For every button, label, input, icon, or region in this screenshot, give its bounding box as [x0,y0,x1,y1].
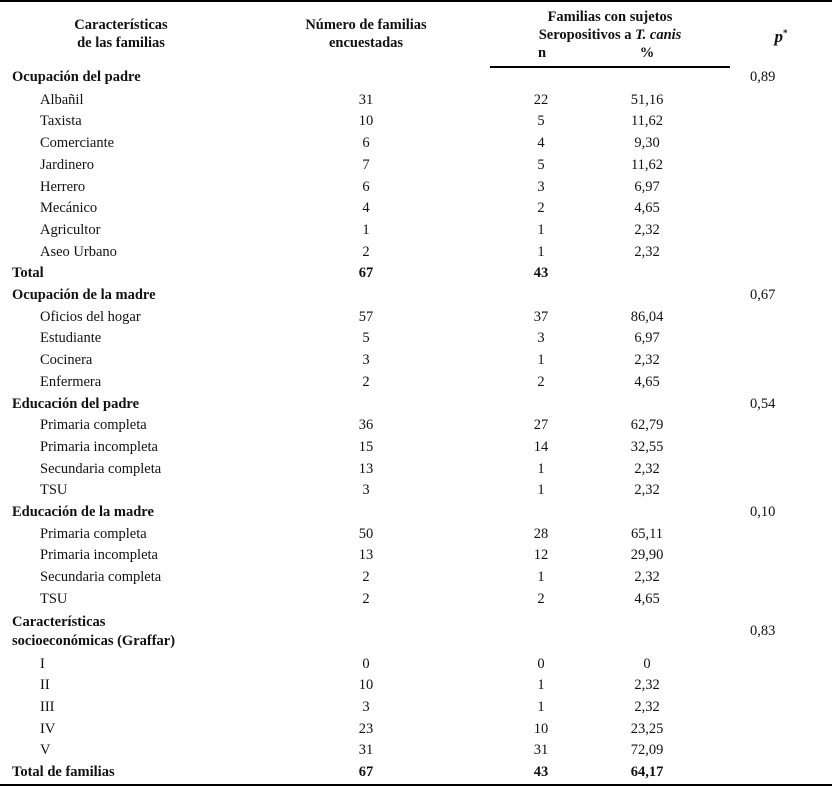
table-row [0,675,832,697]
total-label: Total [12,265,44,282]
table-row [0,90,832,112]
surveyed-count: 6 [362,178,370,195]
seropositive-pct: 11,62 [630,113,664,130]
seropositive-pct: 86,04 [630,308,664,325]
row-label: IV [40,720,56,737]
surveyed-count: 3 [362,698,370,715]
table-row [0,198,832,220]
seropositive-n: 5 [537,156,545,173]
seropositive-n: 4 [537,135,545,152]
row-label: II [40,677,50,694]
table-row [0,350,832,372]
table-row [0,740,832,762]
table-row [0,589,832,611]
surveyed-count: 6 [362,135,370,152]
section-row [0,502,832,524]
surveyed-count: 57 [358,308,374,325]
seropositive-pct: 2,32 [634,221,660,238]
total-n: 43 [533,265,549,282]
seropositive-pct: 6,97 [634,178,660,195]
grand-total-label: Total de familias [0,762,242,785]
surveyed-count: 23 [358,720,374,737]
header-surveyed-line2: encuestadas [328,35,404,51]
seropositive-pct: 2,32 [634,243,660,260]
header-surveyed-line1: Número de familias [305,17,427,33]
seropositive-n: 1 [537,482,545,499]
section-title-line2: socioeconómicas (Graffar) [12,633,176,650]
table-row [0,415,832,437]
header-characteristics [0,1,242,67]
header-species: T. canis [635,27,682,43]
table-row [0,654,832,676]
header-seropositive-text: Seropositivos a [538,27,632,43]
row-label: Primaria completa [40,417,147,434]
seropositive-n: 1 [537,677,545,694]
surveyed-count: 50 [358,525,374,542]
table-row [0,459,832,481]
seropositive-pct: 2,32 [634,569,660,586]
seropositive-pct: 2,32 [634,698,660,715]
surveyed-count: 2 [362,590,370,607]
header-percent: % [602,44,730,67]
seropositive-n: 1 [537,698,545,715]
seropositive-n: 1 [537,460,545,477]
surveyed-count: 7 [362,156,370,173]
surveyed-count: 13 [358,460,374,477]
row-label: TSU [40,590,68,607]
section-title: Ocupación de la madre [12,287,156,304]
p-value: 0,83 [750,623,776,640]
seropositive-n: 37 [533,308,549,325]
row-label: Mecánico [40,200,98,217]
section-title: Ocupación del padre [12,69,141,86]
seropositive-pct: 2,32 [634,460,660,477]
table-row [0,155,832,177]
seropositive-pct: 9,30 [634,135,660,152]
table-row [0,524,832,546]
total-surveyed: 67 [358,265,374,282]
seropositive-n: 1 [537,221,545,238]
section-row [0,285,832,307]
p-value: 0,67 [750,287,776,304]
row-label: Enfermera [40,373,102,390]
seropositive-n: 1 [537,569,545,586]
seropositive-pct: 23,25 [630,720,664,737]
seropositive-n: 0 [537,655,545,672]
table-row [0,719,832,741]
table-row [0,697,832,719]
row-label: Secundaria completa [40,569,162,586]
section-row [0,67,832,90]
seropositive-pct: 4,65 [634,200,660,217]
seropositive-pct: 62,79 [630,417,664,434]
seropositive-n: 3 [537,178,545,195]
surveyed-count: 3 [362,482,370,499]
row-label: V [40,742,51,759]
row-label: III [40,698,55,715]
row-label: Herrero [40,178,86,195]
header-p-label: p [774,26,783,46]
row-label: Primaria incompleta [40,438,158,455]
seropositive-pct: 65,11 [630,525,664,542]
seropositive-pct: 2,32 [634,482,660,499]
table-row [0,133,832,155]
seropositive-n: 2 [537,373,545,390]
seropositive-pct: 29,90 [630,547,664,564]
surveyed-count: 4 [362,200,370,217]
row-label: Comerciante [40,135,115,152]
row-label: Cocinera [40,352,93,369]
surveyed-count: 1 [362,221,370,238]
surveyed-count: 2 [362,569,370,586]
header-p [730,1,832,67]
row-label: Oficios del hogar [40,308,141,325]
p-value: 0,54 [750,395,776,412]
table-row [0,307,832,329]
row-label: TSU [40,482,68,499]
table-row [0,372,832,394]
seropositive-n: 27 [533,417,549,434]
table-row [0,111,832,133]
seropositive-n: 22 [533,91,549,108]
grand-total-n: 43 [490,762,602,785]
header-p-footnote-mark: * [783,27,788,38]
section-row [0,611,832,654]
row-label: Agricultor [40,221,101,238]
row-label: Primaria incompleta [40,547,158,564]
row-label: Taxista [40,113,82,130]
row-label: Aseo Urbano [40,243,117,260]
surveyed-count: 31 [358,91,374,108]
header-seropositive-line1: Familias con sujetos [547,9,673,25]
seropositive-pct: 2,32 [634,677,660,694]
surveyed-count: 2 [362,373,370,390]
row-label: Secundaria completa [40,460,162,477]
section-title-line1: Características [12,614,106,631]
seropositive-pct: 72,09 [630,742,664,759]
seropositive-pct: 4,65 [634,373,660,390]
surveyed-count: 36 [358,417,374,434]
seropositive-n: 14 [533,438,549,455]
header-seropositive-line2 [490,26,730,44]
seropositive-n: 12 [533,547,549,564]
surveyed-count: 10 [358,677,374,694]
seropositive-n: 5 [537,113,545,130]
grand-total-row [0,762,832,785]
seropositive-pct: 32,55 [630,438,664,455]
table-row [0,545,832,567]
section-title: Educación del padre [12,395,140,412]
surveyed-count: 10 [358,113,374,130]
row-label: Primaria completa [40,525,147,542]
seropositive-pct: 0 [643,655,651,672]
grand-total-pct: 64,17 [602,762,730,785]
table-row [0,220,832,242]
surveyed-count: 0 [362,655,370,672]
p-value: 0,10 [750,504,776,521]
seropositive-pct: 6,97 [634,330,660,347]
header-seropositive [490,1,730,44]
section-title [0,611,242,654]
surveyed-count: 3 [362,352,370,369]
table-row [0,177,832,199]
seropositive-n: 2 [537,200,545,217]
seropositive-n: 28 [533,525,549,542]
seropositive-pct: 4,65 [634,590,660,607]
seropositive-n: 3 [537,330,545,347]
p-value: 0,89 [750,69,776,85]
table-row [0,480,832,502]
header-row-1 [0,1,832,44]
header-n: n [490,44,602,67]
seropositive-n: 10 [533,720,549,737]
table-row [0,437,832,459]
seropositive-n: 1 [537,243,545,260]
row-label: Albañil [40,91,84,108]
surveyed-count: 2 [362,243,370,260]
surveyed-count: 5 [362,330,370,347]
header-characteristics-line1: Características [74,17,168,33]
table-row [0,567,832,589]
row-label: I [40,655,45,672]
row-label: Jardinero [40,156,94,173]
seropositive-pct: 11,62 [630,156,664,173]
section-row [0,394,832,416]
seropositive-n: 1 [537,352,545,369]
header-surveyed [242,1,490,67]
surveyed-count: 15 [358,438,374,455]
seropositive-n: 2 [537,590,545,607]
row-label: Estudiante [40,330,102,347]
total-pct [602,263,730,285]
surveyed-count: 13 [358,547,374,564]
header-characteristics-line2: de las familias [77,35,165,51]
table-row [0,328,832,350]
seropositive-pct: 2,32 [634,352,660,369]
seropositive-n: 31 [533,742,549,759]
table-row [0,242,832,264]
grand-total-surveyed: 67 [242,762,490,785]
section-title: Educación de la madre [12,504,154,521]
surveyed-count: 31 [358,742,374,759]
total-row [0,263,832,285]
seropositive-pct: 51,16 [630,91,664,108]
